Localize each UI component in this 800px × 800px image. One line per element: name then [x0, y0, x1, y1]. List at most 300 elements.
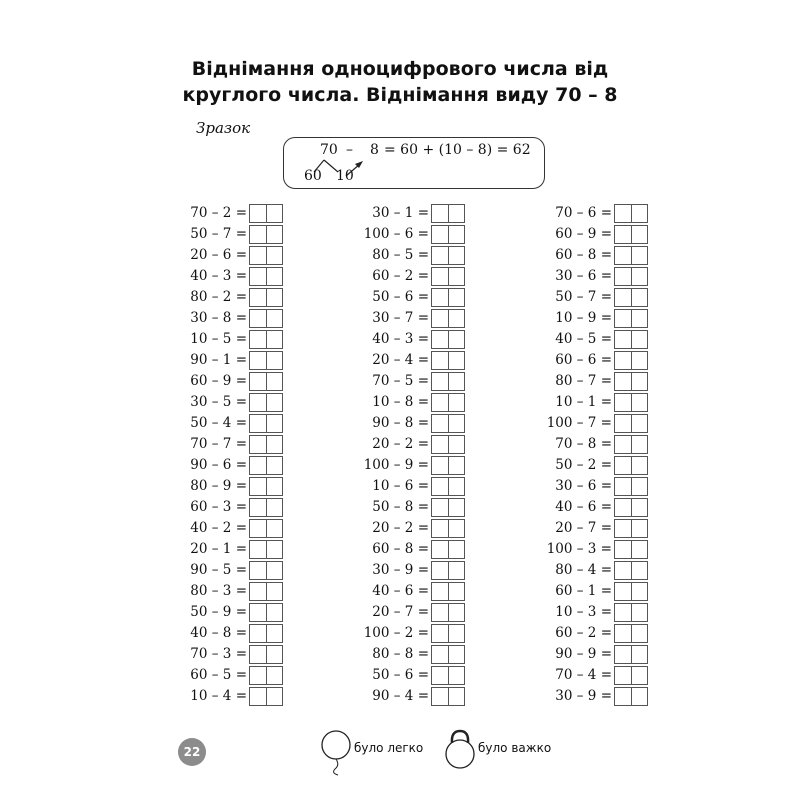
balloon-icon[interactable]: [318, 727, 358, 777]
answer-box[interactable]: [614, 666, 648, 685]
exercise-row: [168, 645, 283, 666]
exercise-expression: 10 – 8 =: [372, 394, 429, 410]
answer-box[interactable]: [614, 624, 648, 643]
answer-box[interactable]: [614, 603, 648, 622]
answer-digit-cell[interactable]: [266, 436, 283, 453]
answer-digit-cell[interactable]: [448, 289, 465, 306]
exercise-row: [350, 225, 465, 246]
answer-digit-cell[interactable]: [631, 268, 648, 285]
answer-digit-cell[interactable]: [631, 583, 648, 600]
answer-digit-cell[interactable]: [615, 478, 631, 495]
answer-digit-cell[interactable]: [250, 226, 266, 243]
answer-digit-cell[interactable]: [631, 415, 648, 432]
answer-digit-cell[interactable]: [631, 457, 648, 474]
exercise-row: [533, 519, 648, 540]
answer-digit-cell[interactable]: [615, 373, 631, 390]
answer-box[interactable]: [249, 204, 283, 223]
answer-digit-cell[interactable]: [266, 499, 283, 516]
answer-digit-cell[interactable]: [448, 541, 465, 558]
answer-digit-cell[interactable]: [631, 541, 648, 558]
exercise-row: [168, 498, 283, 519]
exercise-row: [350, 582, 465, 603]
answer-digit-cell[interactable]: [432, 478, 448, 495]
answer-box[interactable]: [431, 372, 465, 391]
sample-split-right: 10: [336, 168, 354, 184]
answer-digit-cell[interactable]: [432, 436, 448, 453]
answer-digit-cell[interactable]: [615, 562, 631, 579]
exercise-expression: 80 – 9 =: [190, 478, 247, 494]
exercise-row: [168, 456, 283, 477]
answer-box[interactable]: [614, 246, 648, 265]
answer-digit-cell[interactable]: [432, 541, 448, 558]
answer-digit-cell[interactable]: [631, 226, 648, 243]
answer-box[interactable]: [249, 351, 283, 370]
exercise-expression: 100 – 2 =: [363, 625, 429, 641]
exercise-row: [350, 603, 465, 624]
answer-digit-cell[interactable]: [266, 394, 283, 411]
answer-box[interactable]: [249, 330, 283, 349]
answer-digit-cell[interactable]: [266, 583, 283, 600]
answer-digit-cell[interactable]: [615, 457, 631, 474]
answer-digit-cell[interactable]: [448, 226, 465, 243]
exercise-expression: 40 – 3 =: [190, 268, 247, 284]
exercise-row: [533, 393, 648, 414]
exercise-row: [350, 666, 465, 687]
answer-digit-cell[interactable]: [432, 226, 448, 243]
answer-box[interactable]: [431, 267, 465, 286]
answer-digit-cell[interactable]: [250, 646, 266, 663]
answer-digit-cell[interactable]: [432, 646, 448, 663]
answer-box[interactable]: [614, 372, 648, 391]
answer-digit-cell[interactable]: [250, 331, 266, 348]
answer-box[interactable]: [249, 603, 283, 622]
answer-box[interactable]: [249, 414, 283, 433]
answer-box[interactable]: [249, 435, 283, 454]
answer-box[interactable]: [431, 561, 465, 580]
answer-box[interactable]: [431, 204, 465, 223]
answer-box[interactable]: [431, 624, 465, 643]
answer-box[interactable]: [614, 456, 648, 475]
answer-digit-cell[interactable]: [250, 499, 266, 516]
answer-box[interactable]: [614, 393, 648, 412]
answer-digit-cell[interactable]: [615, 226, 631, 243]
answer-box[interactable]: [249, 666, 283, 685]
answer-box[interactable]: [249, 267, 283, 286]
exercise-expression: 40 – 8 =: [190, 625, 247, 641]
answer-box[interactable]: [614, 204, 648, 223]
exercise-row: [168, 435, 283, 456]
answer-digit-cell[interactable]: [250, 289, 266, 306]
exercise-row: [533, 267, 648, 288]
exercise-expression: 60 – 6 =: [555, 352, 612, 368]
answer-digit-cell[interactable]: [266, 268, 283, 285]
answer-box[interactable]: [614, 288, 648, 307]
answer-box[interactable]: [614, 582, 648, 601]
exercise-row: [533, 666, 648, 687]
answer-digit-cell[interactable]: [432, 520, 448, 537]
exercise-row: [350, 540, 465, 561]
answer-digit-cell[interactable]: [250, 247, 266, 264]
answer-digit-cell[interactable]: [448, 268, 465, 285]
answer-digit-cell[interactable]: [448, 436, 465, 453]
answer-digit-cell[interactable]: [448, 625, 465, 642]
answer-digit-cell[interactable]: [250, 583, 266, 600]
answer-box[interactable]: [431, 456, 465, 475]
exercise-expression: 60 – 9 =: [555, 226, 612, 242]
answer-digit-cell[interactable]: [631, 478, 648, 495]
exercise-row: [168, 330, 283, 351]
exercise-row: [533, 687, 648, 708]
answer-box[interactable]: [431, 309, 465, 328]
answer-box[interactable]: [614, 477, 648, 496]
answer-digit-cell[interactable]: [631, 289, 648, 306]
exercise-row: [533, 225, 648, 246]
answer-box[interactable]: [614, 309, 648, 328]
exercise-expression: 20 – 1 =: [190, 541, 247, 557]
exercise-expression: 30 – 9 =: [555, 688, 612, 704]
answer-digit-cell[interactable]: [448, 646, 465, 663]
answer-box[interactable]: [614, 351, 648, 370]
answer-box[interactable]: [249, 393, 283, 412]
answer-digit-cell[interactable]: [250, 415, 266, 432]
answer-digit-cell[interactable]: [615, 625, 631, 642]
answer-digit-cell[interactable]: [432, 268, 448, 285]
answer-box[interactable]: [249, 582, 283, 601]
answer-digit-cell[interactable]: [432, 688, 448, 705]
answer-digit-cell[interactable]: [448, 247, 465, 264]
answer-box[interactable]: [431, 351, 465, 370]
exercise-row: [533, 204, 648, 225]
answer-digit-cell[interactable]: [250, 478, 266, 495]
answer-digit-cell[interactable]: [266, 457, 283, 474]
answer-digit-cell[interactable]: [631, 625, 648, 642]
answer-digit-cell[interactable]: [631, 604, 648, 621]
answer-digit-cell[interactable]: [448, 562, 465, 579]
answer-box[interactable]: [249, 645, 283, 664]
exercise-row: [168, 309, 283, 330]
answer-digit-cell[interactable]: [432, 289, 448, 306]
answer-digit-cell[interactable]: [266, 373, 283, 390]
answer-digit-cell[interactable]: [266, 415, 283, 432]
answer-digit-cell[interactable]: [266, 478, 283, 495]
exercise-expression: 10 – 3 =: [555, 604, 612, 620]
answer-digit-cell[interactable]: [432, 247, 448, 264]
answer-digit-cell[interactable]: [448, 373, 465, 390]
answer-box[interactable]: [249, 624, 283, 643]
answer-digit-cell[interactable]: [250, 625, 266, 642]
answer-box[interactable]: [614, 435, 648, 454]
exercise-expression: 70 – 8 =: [555, 436, 612, 452]
exercise-expression: 40 – 6 =: [372, 583, 429, 599]
exercise-expression: 20 – 7 =: [555, 520, 612, 536]
answer-digit-cell[interactable]: [266, 541, 283, 558]
answer-box[interactable]: [249, 456, 283, 475]
answer-box[interactable]: [431, 519, 465, 538]
answer-box[interactable]: [431, 687, 465, 706]
answer-digit-cell[interactable]: [432, 394, 448, 411]
exercise-row: [350, 498, 465, 519]
exercise-row: [168, 372, 283, 393]
hard-label: було важко: [478, 741, 552, 755]
answer-digit-cell[interactable]: [448, 205, 465, 222]
answer-digit-cell[interactable]: [432, 352, 448, 369]
answer-digit-cell[interactable]: [615, 415, 631, 432]
answer-digit-cell[interactable]: [631, 562, 648, 579]
answer-digit-cell[interactable]: [631, 310, 648, 327]
answer-digit-cell[interactable]: [615, 394, 631, 411]
exercise-row: [350, 246, 465, 267]
exercise-row: [350, 645, 465, 666]
answer-box[interactable]: [249, 687, 283, 706]
answer-digit-cell[interactable]: [266, 331, 283, 348]
answer-digit-cell[interactable]: [631, 667, 648, 684]
exercise-expression: 60 – 8 =: [372, 541, 429, 557]
answer-box[interactable]: [614, 645, 648, 664]
answer-digit-cell[interactable]: [432, 373, 448, 390]
answer-box[interactable]: [614, 687, 648, 706]
answer-digit-cell[interactable]: [631, 205, 648, 222]
exercise-expression: 10 – 4 =: [190, 688, 247, 704]
answer-digit-cell[interactable]: [250, 394, 266, 411]
exercise-expression: 70 – 5 =: [372, 373, 429, 389]
answer-box[interactable]: [249, 561, 283, 580]
answer-digit-cell[interactable]: [448, 520, 465, 537]
answer-digit-cell[interactable]: [615, 646, 631, 663]
answer-digit-cell[interactable]: [615, 436, 631, 453]
exercise-expression: 50 – 8 =: [372, 499, 429, 515]
exercise-row: [533, 372, 648, 393]
exercise-expression: 20 – 4 =: [372, 352, 429, 368]
answer-digit-cell[interactable]: [448, 394, 465, 411]
answer-digit-cell[interactable]: [266, 205, 283, 222]
exercise-expression: 10 – 6 =: [372, 478, 429, 494]
exercise-expression: 70 – 2 =: [190, 205, 247, 221]
answer-digit-cell[interactable]: [615, 352, 631, 369]
answer-digit-cell[interactable]: [250, 436, 266, 453]
exercise-row: [168, 603, 283, 624]
answer-digit-cell[interactable]: [266, 688, 283, 705]
answer-digit-cell[interactable]: [615, 331, 631, 348]
answer-digit-cell[interactable]: [615, 205, 631, 222]
answer-digit-cell[interactable]: [250, 541, 266, 558]
answer-box[interactable]: [431, 540, 465, 559]
exercise-expression: 50 – 2 =: [555, 457, 612, 473]
answer-digit-cell[interactable]: [266, 562, 283, 579]
answer-box[interactable]: [431, 225, 465, 244]
answer-box[interactable]: [431, 603, 465, 622]
answer-box[interactable]: [249, 519, 283, 538]
answer-box[interactable]: [249, 225, 283, 244]
answer-digit-cell[interactable]: [631, 520, 648, 537]
exercise-expression: 60 – 9 =: [190, 373, 247, 389]
answer-digit-cell[interactable]: [448, 310, 465, 327]
exercise-expression: 90 – 8 =: [372, 415, 429, 431]
exercise-row: [168, 204, 283, 225]
answer-digit-cell[interactable]: [615, 247, 631, 264]
answer-box[interactable]: [614, 540, 648, 559]
exercise-expression: 80 – 3 =: [190, 583, 247, 599]
answer-digit-cell[interactable]: [631, 499, 648, 516]
exercise-expression: 50 – 7 =: [555, 289, 612, 305]
answer-digit-cell[interactable]: [250, 352, 266, 369]
exercise-expression: 20 – 7 =: [372, 604, 429, 620]
answer-digit-cell[interactable]: [250, 520, 266, 537]
exercise-expression: 20 – 2 =: [372, 436, 429, 452]
answer-digit-cell[interactable]: [631, 352, 648, 369]
answer-digit-cell[interactable]: [432, 331, 448, 348]
answer-digit-cell[interactable]: [615, 667, 631, 684]
answer-digit-cell[interactable]: [631, 394, 648, 411]
answer-box[interactable]: [249, 477, 283, 496]
exercise-row: [350, 309, 465, 330]
exercise-row: [168, 351, 283, 372]
answer-digit-cell[interactable]: [448, 583, 465, 600]
exercise-expression: 60 – 8 =: [555, 247, 612, 263]
exercise-row: [533, 540, 648, 561]
answer-box[interactable]: [614, 267, 648, 286]
answer-box[interactable]: [614, 225, 648, 244]
answer-box[interactable]: [431, 246, 465, 265]
answer-digit-cell[interactable]: [432, 604, 448, 621]
answer-box[interactable]: [431, 435, 465, 454]
answer-digit-cell[interactable]: [266, 289, 283, 306]
answer-digit-cell[interactable]: [266, 352, 283, 369]
answer-digit-cell[interactable]: [448, 331, 465, 348]
answer-digit-cell[interactable]: [631, 436, 648, 453]
exercise-expression: 60 – 3 =: [190, 499, 247, 515]
exercise-expression: 80 – 7 =: [555, 373, 612, 389]
answer-digit-cell[interactable]: [615, 604, 631, 621]
answer-digit-cell[interactable]: [432, 457, 448, 474]
answer-box[interactable]: [249, 288, 283, 307]
answer-digit-cell[interactable]: [250, 688, 266, 705]
answer-digit-cell[interactable]: [631, 373, 648, 390]
answer-box[interactable]: [431, 393, 465, 412]
exercise-row: [533, 435, 648, 456]
exercise-row: [533, 624, 648, 645]
answer-digit-cell[interactable]: [250, 268, 266, 285]
answer-digit-cell[interactable]: [615, 688, 631, 705]
answer-digit-cell[interactable]: [448, 499, 465, 516]
answer-digit-cell[interactable]: [432, 310, 448, 327]
answer-box[interactable]: [431, 288, 465, 307]
exercise-expression: 100 – 6 =: [363, 226, 429, 242]
kettlebell-icon[interactable]: [440, 726, 480, 772]
answer-digit-cell[interactable]: [250, 205, 266, 222]
answer-digit-cell[interactable]: [448, 352, 465, 369]
answer-digit-cell[interactable]: [615, 310, 631, 327]
answer-box[interactable]: [431, 498, 465, 517]
answer-box[interactable]: [431, 666, 465, 685]
exercise-expression: 50 – 6 =: [372, 289, 429, 305]
answer-digit-cell[interactable]: [448, 667, 465, 684]
answer-digit-cell[interactable]: [448, 457, 465, 474]
answer-digit-cell[interactable]: [266, 646, 283, 663]
sample-minuend: 70: [320, 142, 338, 158]
answer-digit-cell[interactable]: [448, 688, 465, 705]
answer-digit-cell[interactable]: [631, 331, 648, 348]
answer-box[interactable]: [431, 582, 465, 601]
answer-digit-cell[interactable]: [432, 205, 448, 222]
answer-box[interactable]: [431, 477, 465, 496]
exercise-expression: 30 – 1 =: [372, 205, 429, 221]
answer-digit-cell[interactable]: [266, 247, 283, 264]
answer-digit-cell[interactable]: [615, 289, 631, 306]
answer-digit-cell[interactable]: [432, 625, 448, 642]
answer-digit-cell[interactable]: [250, 562, 266, 579]
sample-subtrahend: 8: [370, 142, 379, 158]
answer-digit-cell[interactable]: [266, 604, 283, 621]
answer-digit-cell[interactable]: [615, 541, 631, 558]
exercise-row: [168, 687, 283, 708]
answer-box[interactable]: [249, 309, 283, 328]
exercise-expression: 20 – 6 =: [190, 247, 247, 263]
answer-digit-cell[interactable]: [432, 667, 448, 684]
answer-box[interactable]: [614, 330, 648, 349]
answer-digit-cell[interactable]: [266, 520, 283, 537]
answer-digit-cell[interactable]: [448, 415, 465, 432]
answer-box[interactable]: [249, 498, 283, 517]
exercise-row: [350, 624, 465, 645]
answer-box[interactable]: [431, 645, 465, 664]
exercise-expression: 30 – 5 =: [190, 394, 247, 410]
answer-digit-cell[interactable]: [615, 583, 631, 600]
exercise-row: [168, 624, 283, 645]
answer-digit-cell[interactable]: [250, 373, 266, 390]
answer-box[interactable]: [614, 414, 648, 433]
answer-digit-cell[interactable]: [432, 499, 448, 516]
answer-box[interactable]: [249, 540, 283, 559]
answer-digit-cell[interactable]: [631, 688, 648, 705]
answer-digit-cell[interactable]: [615, 520, 631, 537]
answer-digit-cell[interactable]: [266, 625, 283, 642]
answer-digit-cell[interactable]: [448, 478, 465, 495]
exercise-expression: 30 – 7 =: [372, 310, 429, 326]
answer-digit-cell[interactable]: [266, 310, 283, 327]
answer-box[interactable]: [614, 498, 648, 517]
sample-box: [283, 137, 545, 189]
answer-digit-cell[interactable]: [266, 667, 283, 684]
exercise-row: [533, 351, 648, 372]
answer-digit-cell[interactable]: [250, 667, 266, 684]
answer-digit-cell[interactable]: [615, 268, 631, 285]
answer-box[interactable]: [431, 330, 465, 349]
exercise-expression: 100 – 9 =: [363, 457, 429, 473]
exercise-row: [168, 561, 283, 582]
answer-digit-cell[interactable]: [266, 226, 283, 243]
answer-digit-cell[interactable]: [432, 583, 448, 600]
answer-box[interactable]: [614, 561, 648, 580]
exercise-row: [350, 204, 465, 225]
answer-box[interactable]: [249, 246, 283, 265]
answer-digit-cell[interactable]: [448, 604, 465, 621]
answer-digit-cell[interactable]: [432, 415, 448, 432]
answer-box[interactable]: [431, 414, 465, 433]
exercise-row: [350, 351, 465, 372]
answer-box[interactable]: [614, 519, 648, 538]
answer-digit-cell[interactable]: [615, 499, 631, 516]
answer-digit-cell[interactable]: [631, 247, 648, 264]
answer-digit-cell[interactable]: [432, 562, 448, 579]
page-number: 22: [178, 738, 206, 766]
answer-digit-cell[interactable]: [631, 646, 648, 663]
answer-box[interactable]: [249, 372, 283, 391]
exercise-column-3: [533, 204, 648, 708]
answer-digit-cell[interactable]: [250, 310, 266, 327]
exercise-expression: 10 – 1 =: [555, 394, 612, 410]
answer-digit-cell[interactable]: [250, 604, 266, 621]
answer-digit-cell[interactable]: [250, 457, 266, 474]
